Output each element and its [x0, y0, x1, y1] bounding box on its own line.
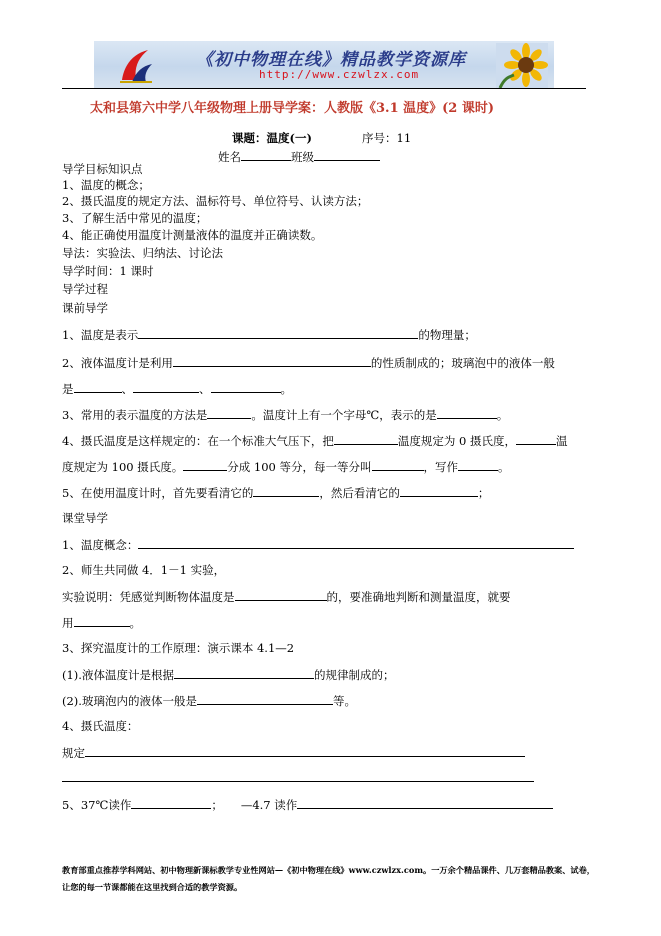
- answer-blank[interactable]: [138, 536, 574, 549]
- q2-end: 。: [280, 382, 292, 396]
- name-class-line: [218, 148, 380, 165]
- c3-2-end: 等。: [332, 694, 356, 708]
- class-question-1: [62, 536, 574, 553]
- class-label: 班级: [291, 150, 314, 164]
- banner-title: 《初中物理在线》精品教学资源库: [196, 50, 466, 70]
- answer-blank[interactable]: [133, 380, 199, 393]
- answer-line[interactable]: [62, 781, 534, 782]
- q2-text-mid: 的性质制成的；玻璃泡中的液体一般: [370, 356, 555, 370]
- answer-blank[interactable]: [197, 692, 333, 705]
- banner-url[interactable]: http://www.czwlzx.com: [259, 68, 420, 81]
- q4-text-c: 温: [555, 434, 568, 448]
- answer-blank[interactable]: [173, 354, 371, 367]
- c1-text: 1、温度概念：: [62, 538, 139, 552]
- q4-end: 。: [498, 460, 510, 474]
- pre-question-3: [62, 406, 508, 423]
- q4-text-f: ，写作: [423, 460, 459, 474]
- answer-blank[interactable]: [253, 484, 319, 497]
- answer-blank[interactable]: [211, 380, 281, 393]
- answer-blank[interactable]: [372, 458, 424, 471]
- answer-blank[interactable]: [74, 614, 130, 627]
- serial-label: 序号：: [362, 131, 397, 145]
- pre-question-4-cont: [62, 458, 510, 475]
- q5-end: ；: [477, 486, 490, 500]
- experiment-note-cont: [62, 614, 141, 631]
- q5-text: 5、在使用温度计时，首先要看清它的: [62, 486, 254, 500]
- note-text: 实验说明：凭感觉判断物体温度是: [62, 590, 235, 604]
- q2-text-c: 是: [62, 382, 74, 396]
- q1-text-end: 的物理量；: [418, 328, 476, 342]
- time-line: 导学时间：1 课时: [62, 264, 154, 278]
- answer-blank[interactable]: [458, 458, 498, 471]
- objective-item: 4、能正确使用温度计测量液体的温度并正确读数。: [62, 228, 323, 242]
- answer-blank[interactable]: [400, 484, 478, 497]
- objective-item: 2、摄氏温度的规定方法、温标符号、单位符号、认读方法；: [62, 194, 369, 208]
- q2-sep: 、: [121, 382, 133, 396]
- answer-blank[interactable]: [297, 796, 553, 809]
- pre-question-2: [62, 354, 555, 371]
- answer-blank[interactable]: [174, 666, 314, 679]
- subject-value: 温度(一): [266, 131, 312, 145]
- q3-end: 。: [496, 408, 509, 422]
- answer-blank[interactable]: [131, 796, 211, 809]
- note-text-mid: 的，要准确地判断和测量温度，就要: [326, 590, 511, 604]
- subject-label: 课题：: [232, 131, 267, 145]
- answer-blank[interactable]: [235, 588, 327, 601]
- pre-question-1: [62, 326, 476, 343]
- c4-label: 规定: [62, 746, 85, 760]
- class-question-5: [62, 796, 553, 813]
- class-question-3-2: [62, 692, 356, 709]
- answer-blank[interactable]: [85, 744, 525, 757]
- objective-item: 1、温度的概念；: [62, 178, 150, 192]
- document-title: 太和县第六中学八年级物理上册导学案：人教版《3.1 温度》(2 课时): [90, 101, 495, 116]
- process-heading: 导学过程: [62, 282, 108, 296]
- class-question-4: 4、摄氏温度：: [62, 719, 139, 733]
- q4-text: 4、摄氏温度是这样规定的：在一个标准大气压下，把: [62, 434, 334, 448]
- q3-text-mid: 。温度计上有一个字母℃，表示的是: [251, 408, 437, 422]
- class-question-3-1: [62, 666, 394, 683]
- subject-line: [232, 130, 312, 146]
- pre-question-2-cont: [62, 380, 292, 397]
- q1-text: 1、温度是表示: [62, 328, 139, 342]
- class-blank[interactable]: [314, 148, 380, 161]
- pre-class-heading: 课前导学: [62, 301, 108, 315]
- q5-text-mid: ，然后看清它的: [319, 486, 400, 500]
- footer-note: 教育部重点推荐学科网站、初中物理新课标教学专业性网站—《初中物理在线》www.czwlzx.com。一万余个精品课件、几万套精品教案、试卷，让您的每一节课都能在这里找到合适的教学资源。: [62, 865, 595, 892]
- answer-blank[interactable]: [516, 432, 556, 445]
- header-banner: [94, 41, 554, 88]
- method-line: 导法：实验法、归纳法、讨论法: [62, 246, 223, 260]
- classroom-heading: 课堂导学: [62, 511, 108, 525]
- answer-blank[interactable]: [437, 406, 497, 419]
- serial-number: [362, 130, 411, 146]
- class-question-4-def: [62, 744, 525, 761]
- answer-blank[interactable]: [183, 458, 227, 471]
- answer-blank[interactable]: [138, 326, 418, 339]
- name-blank[interactable]: [241, 148, 291, 161]
- answer-blank[interactable]: [334, 432, 398, 445]
- pre-question-4: [62, 432, 567, 449]
- c5-sep: ；: [211, 798, 223, 812]
- serial-value: 11: [396, 131, 412, 145]
- c3-1-text: (1).液体温度计是根据: [62, 668, 174, 682]
- header-divider: [62, 88, 586, 89]
- c5-text-c: —4.7 读作: [240, 798, 298, 812]
- q4-text-d: 度规定为 100 摄氏度。: [62, 460, 184, 474]
- q3-text: 3、常用的表示温度的方法是: [62, 408, 208, 422]
- c3-1-end: 的规律制成的；: [313, 668, 395, 682]
- q4-text-mid: 温度规定为 0 摄氏度，: [397, 434, 516, 448]
- q2-text: 2、液体温度计是利用: [62, 356, 173, 370]
- class-question-2: 2、师生共同做 4．1－1 实验，: [62, 563, 226, 577]
- sunflower-icon: [496, 43, 548, 88]
- site-logo-icon: [118, 46, 154, 84]
- name-label: 姓名: [218, 150, 241, 164]
- experiment-note: [62, 588, 511, 605]
- objective-item: 3、了解生活中常见的温度；: [62, 211, 208, 225]
- class-question-3: 3、探究温度计的工作原理：演示课本 4.1—2: [62, 641, 295, 655]
- answer-blank[interactable]: [74, 380, 122, 393]
- pre-question-5: [62, 484, 489, 501]
- q2-sep: 、: [199, 382, 211, 396]
- note-text-c: 用: [62, 616, 74, 630]
- objectives-heading: 导学目标知识点: [62, 162, 143, 176]
- answer-blank[interactable]: [207, 406, 251, 419]
- note-end: 。: [129, 616, 141, 630]
- q4-text-e: 分成 100 等分，每一等分叫: [227, 460, 372, 474]
- c3-2-text: (2).玻璃泡内的液体一般是: [62, 694, 197, 708]
- c5-text: 5、37℃读作: [62, 798, 132, 812]
